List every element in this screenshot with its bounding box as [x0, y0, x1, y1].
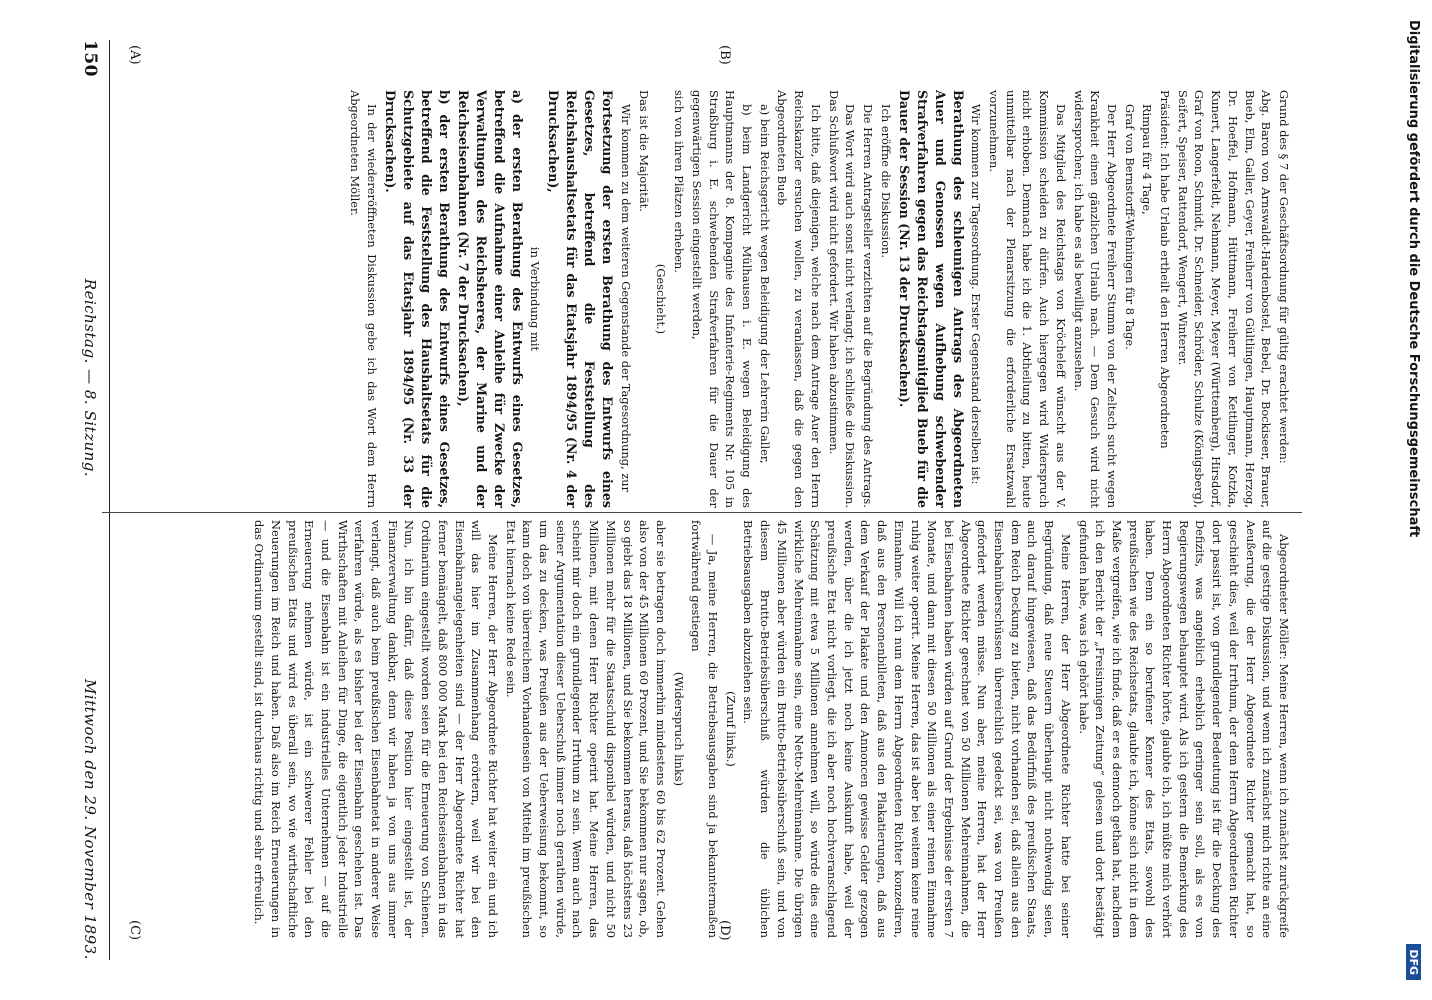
left-text-column: [102, 90, 1292, 508]
paragraph: a) der ersten Berathung des Entwurfs eines Gesetzes, betreffend die Aufnahme einer Anleihe für Zwecke der Verwaltungen des Reichsheeres, der Marine und der Reichseisenbahnen (Nr. 7 der Drucksachen),: [455, 90, 525, 508]
session-date: Mittwoch den 29. November 1893.: [81, 678, 99, 960]
paragraph: aber sie betragen doch immerhin mindestens 60 bis 62 Prozent. Gehen also von der 45 Millionen 60 Prozent, und Sie bekommen nur sagen, ob, so giebt das 18 Millionen, und Sie bekommen heraus, daß höchstens 23 Millionen mehr für die Staatsschuld disponibel würden, und nicht 50 Millionen, mit denen Herr Richter operirt hat. Meine Herren, das scheint mir doch ein grundlegender Irrthum zu sein. Wenn auch nach seiner Argumentation dieser Ueberschuß immer noch gerathen würde, um das zu decken, was Preußen aus der Ueberweisung bekommt, so kann doch von überreichem Vorhandensein von Mitteln im preußischen Etat hiernach keine Rede sein.: [503, 520, 668, 938]
margin-letter-c: (C): [127, 920, 142, 941]
page-number: 150: [80, 40, 100, 77]
margin-letter-b: (B): [717, 45, 732, 65]
paragraph: Fortsetzung der ersten Berathung des Entwurfs eines Gesetzes, betreffend die Feststellung des Reichshaushaltsetats für das Etatsjahr 1894/95 (Nr. 4 der Drucksachen),: [546, 90, 616, 508]
paragraph: Die Herren Antragsteller verzichten auf die Begründung des Antrags.: [860, 104, 875, 508]
paragraph: Wir kommen zur Tagesordnung. Erster Gegenstand derselben ist:: [969, 104, 984, 485]
paragraph: Graf von Bernstorff-Wehningen für 8 Tage.: [1122, 104, 1137, 350]
paragraph: Präsident: Ich habe Urlaub ertheilt den Herren Abgeordneten: [1158, 90, 1173, 449]
dfg-logo: DFG: [1407, 944, 1422, 980]
paragraph: Der Herr Abgeordnete Freiherr Stumm von der Zeltsch sucht wegen Krankheit einen gänzlichen Urlaub nach. — Dem Gesuch wird nicht widersprochen; ich habe es als bewilligt anzusehen.: [1071, 90, 1119, 508]
digitization-credit: [1404, 20, 1424, 980]
credit-text: Digitalisierung gefördert durch die Deutsche Forschungsgemeinschaft: [1406, 20, 1422, 538]
paragraph: a) beim Reichsgericht wegen Beleidigung der Lehrerin Galler,: [757, 104, 772, 464]
paragraph: b) der ersten Berathung des Entwurfs eines Gesetzes, betreffend die Feststellung des Haushaltsetats für die Schutzgebiete auf das Etatsjahr 1894/95 (Nr. 33 der Drucksachen).: [382, 90, 452, 508]
paragraph: Das Wort wird auch sonst nicht verlangt; ich schließe die Diskussion. Das Schlußwort wird nicht gefordert. Wir haben abzustimmen.: [826, 90, 858, 508]
paragraph: Rimpau für 4 Tage,: [1140, 104, 1155, 215]
session-title: Reichstag. — 8. Sitzung.: [81, 278, 99, 478]
margin-letter-d: (D): [717, 920, 732, 941]
paragraph: Ich bitte, daß diejenigen, welche nach dem Antrage Auer den Herrn Reichskanzler ersuchen wollen, zu veranlassen, daß die gegen den Abgeordneten Bueb: [775, 90, 823, 508]
paragraph: Ich eröffne die Diskussion.: [878, 104, 893, 258]
paragraph: Wir kommen zu dem weiteren Gegenstande der Tagesordnung, zur: [619, 104, 634, 493]
paragraph: Abg. Baron von Arnswaldt-Hardenbostel, Bebel, Dr. Bockiseer, Brauer, Bueb, Elm, Galler, Geyer, Freiherr von Gültlingen, Hauptmann, Herzog, Dr. Hoeffel, Hofmann, Hüttmann, Freiherr von Kettlinger, Kotzka, Kunert, Langerfeldt, Nehmann, Meyer, Meyer (Württemberg), Hirsdorf, Graf von Roon, Schmidt, Dr. Schneider, Schröder, Schulze (Königsberg), Seifert, Speiser, Rattendorf, Wengert, Winterer.: [1175, 90, 1274, 508]
column-divider: [102, 512, 1302, 513]
paragraph: sich von ihren Plätzen erheben.: [672, 90, 687, 273]
margin-letter-a: (A): [127, 45, 142, 65]
paragraph: Das ist die Majorität.: [636, 90, 651, 212]
paragraph: Berathung des schleunigen Antrags des Abgeordneten Auer und Genossen wegen Aufhebung schwebender Strafverfahren gegen das Reichstagsmitglied Bueb für die Dauer der Session (Nr. 13 der Drucksachen).: [896, 90, 966, 508]
paragraph: Grund des § 7 der Geschäftsordnung für gültig erachtet werden:: [1277, 90, 1291, 464]
paragraph: (Widerspruch links): [671, 671, 686, 787]
right-text-column: [102, 520, 1292, 941]
paragraph: b) beim Landgericht Mülhausen i. E. wegen Beleidigung des Hauptmanns der 8. Kompagnie des Infanterie-Regiments Nr. 105 in Straßburg i. E. schwebenden Strafverfahren für die Dauer der gegenwärtigen Session eingestellt werden,: [689, 90, 755, 508]
paragraph: In der wiedereröffneten Diskussion gebe ich das Wort dem Herrn Abgeordneten Möller.: [347, 90, 379, 508]
page-header: [72, 40, 100, 960]
paragraph: — Ja, meine Herren, die Betriebsausgaben sind ja bekanntermaßen fortwährend gestiegen: [689, 520, 721, 938]
paragraph: Meine Herren, der Herr Abgeordnete Richter hatte bei seiner Begründung, daß neue Steuern überhaupt nicht nothwendig seien, auch darauf hingewiesen, daß das Bedürfniß des preußischen Staats, dem Reich Deckung zu bieten, nicht vorhanden sei, daß allein aus den Eisenbahnüberschüssen überreichlich gedeckt sei, was von Preußen gefordert werden müsse. Nun aber, meine Herren, hat der Herr Abgeordnete Richter gerechnet von 50 Millionen Mehreinnahmen, die bei Eisenbahnen haben würden auf Grund der Ergebnisse der ersten 7 Monate, und dann mit diesen 50 Millionen als einer reinen Einnahme ruhig weiter operirt. Meine Herren, das ist aber bei weitem keine reine Einnahme. Will ich nun dem Herrn Abgeordneten Richter konzediren, daß aus den Personenbilleten, daß aus den Plakatierungen, daß aus dem Verkauf der Plakate und den Annoncen gewisse Gelder gezogen werden, über die ich jetzt noch keine Auskunft habe, weil der preußische Etat nicht vorliegt, die ich aber noch hochveranschlagend Schätzung mit etwa 5 Millionen annehmen will, so würde dies eine wirkliche Mehreinnahme sein, eine Netto-Mehreinnahme. Die übrigen 45 Millionen aber würden ein Brutto-Betriebsüberschuß sein, und von diesem Brutto-Betriebsüberschuß würden die üblichen Betriebsausgaben abzuziehen sein.: [741, 520, 1073, 938]
paragraph: Abgeordneter Möller: Meine Herren, wenn ich zunächst zurückgreife auf die gestrige Diskussion, und wenn ich zunächst mich richte an eine Aeußerung, die der Herr Abgeordnete Richter gemacht hat, so geschieht dies, weil der Irrthum, der dem Herrn Abgeordneten Richter dort passirt ist, von grundlegender Bedeutung ist für die Deckung des Defizits, was angeblich erheblich geringer sein soll, als es von Regierungswegen behauptet wird. Als ich gestern die Bemerkung des Herrn Abgeordneten Richter hörte, glaubte ich, ich müßte mich verhört haben. Denn ein so berufener Kenner des Etats, sowohl des preußischen wie des Reichsetats, glaubte ich, könne sich nicht in dem Maße vergreifen, wie ich finde, daß er es dennoch gethan hat, nachdem ich den Bericht der „Freisinnigen Zeitung“ gelesen und dort bestätigt gefunden habe, was ich gehört habe.: [1076, 520, 1291, 938]
paragraph: (Zuruf links.): [723, 691, 738, 767]
paragraph: Das Mitglied des Reichstags von Kröcheleff wünscht aus der V. Kommission scheiden zu dürfen. Auch hiergegen wird Widerspruch nicht erhoben. Demnach habe ich die 1. Abtheilung zu bitten, heute unmittelbar nach der Plenarsitzung die erforderliche Ersatzwahl vorzunehmen.: [987, 90, 1068, 508]
paragraph: in Verbindung mit: [528, 246, 543, 352]
paragraph: Meine Herren, der Herr Abgeordnete Richter hat weiter ein und ich will das hier im Zusammenhang erörtern, weil wir bei den Eisenbahnangelegenheiten sind — der Herr Abgeordnete Richter hat ferner bemängelt, daß 800 000 Mark bei den Reichseisenbahnen in das Ordinarium eingestellt worden seien für die Erneuerung von Schienen. Nun, ich bin dafür, daß diese Position hier eingestellt ist, der Finanzverwaltung dankbar, denn wir haben ja von uns aus immer verlangt, daß auch beim preußischen Eisenbahnetat in anderer Weise verfahren würde, als es bisher bei der Eisenbahn geschehen ist. Das Wirthschaften mit Anleihen für Dinge, die eigentlich jeder Industrielle — und die Eisenbahn ist ein industrielles Unternehmen — auf die Erneuerung nehmen würde, ist ein schwerer Fehler bei den preußischen Etats und wird es überall sein, wo wie wirthschaftliche Neuerungen im Reich und haben. Daß also im Reich Erneuerungen in das Ordinarium gestellt sind, ist durchaus richtig und sehr erfreulich.: [252, 520, 500, 938]
paragraph: (Geschieht.): [654, 263, 669, 335]
